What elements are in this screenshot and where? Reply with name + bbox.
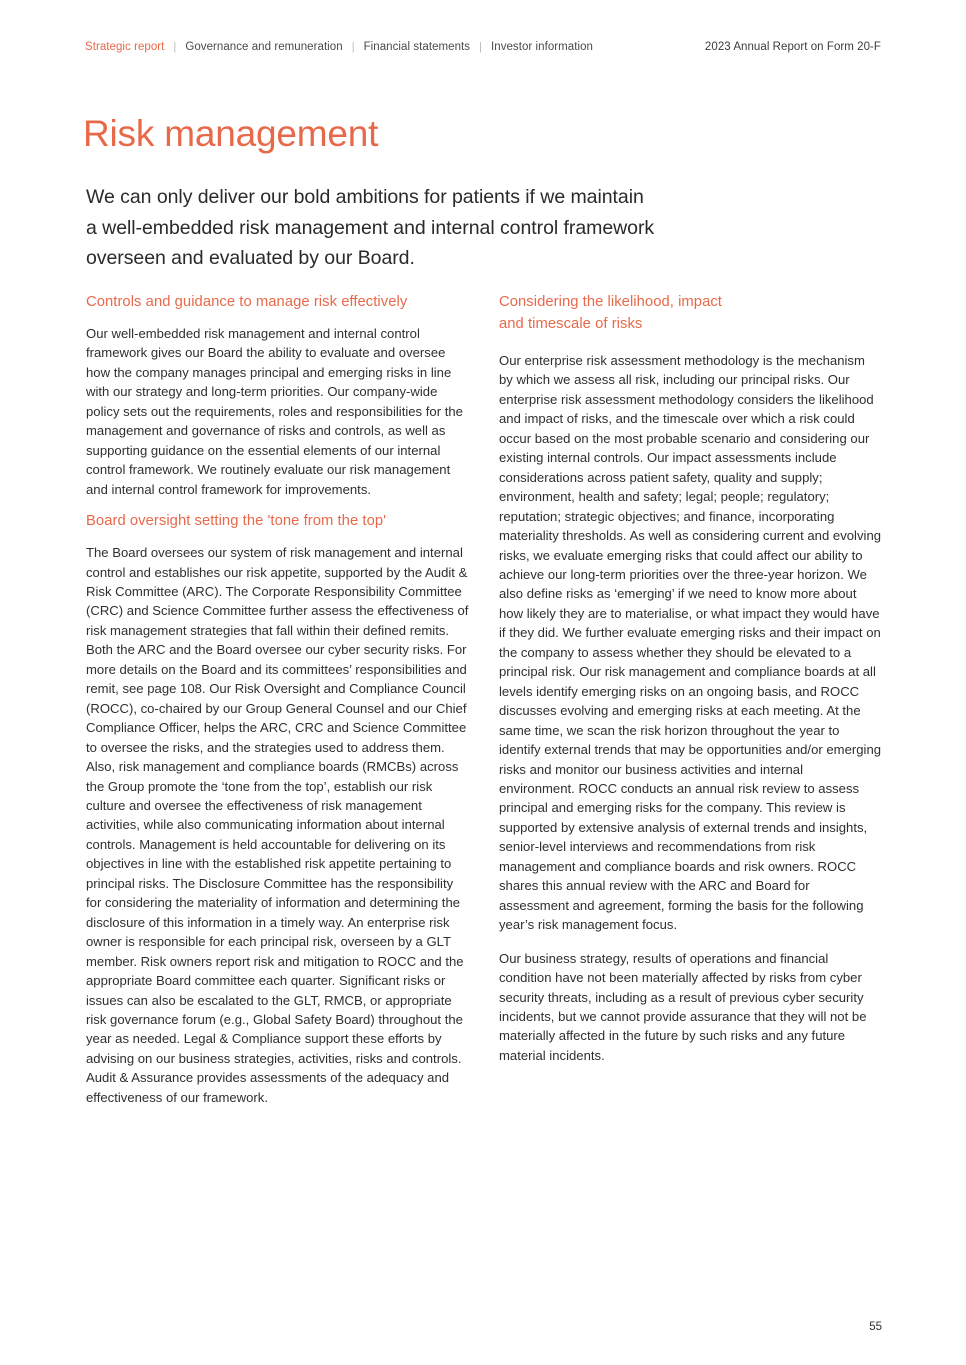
nav-separator: | xyxy=(173,41,177,53)
section-board-oversight xyxy=(86,511,469,1107)
section-heading-likelihood-impact-timescale xyxy=(499,292,882,335)
standfirst-line-1: We can only deliver our bold ambitions for patients if we maintain xyxy=(86,186,644,208)
standfirst-line-2: a well-embedded risk management and internal control framework xyxy=(86,216,655,239)
section-likelihood-impact-timescale xyxy=(499,292,882,1065)
section-heading-line-2: and timescale of risks xyxy=(499,315,643,332)
page-number: 55 xyxy=(869,1321,882,1333)
nav-item-financial-statements[interactable]: Financial statements xyxy=(363,41,471,53)
nav-item-governance-and-remuneration[interactable]: Governance and remuneration xyxy=(185,41,343,53)
section-heading-line-1: Considering the likelihood, impact xyxy=(499,294,722,310)
document-title: 2023 Annual Report on Form 20-F xyxy=(704,41,881,53)
paragraph: The Board oversees our system of risk management and internal control and establishes our risk appetite, supported by the Audit & Risk Committee (ARC). The Corporate Responsibility Committee (CRC) and Science Committee further assess the effectiveness of risk management strategies that fall within their defined remits. Both the ARC and the Board oversee our cyber security risks. For more details on the Board and its committees’ responsibilities and remit, see page 108. Our Risk Oversight and Compliance Council (ROCC), co-chaired by our Group General Counsel and our Chief Compliance Officer, helps the ARC, CRC and Science Committee to oversee the risks, and the strategies used to address them. Also, risk management and compliance boards (RMCBs) across the Group promote the ‘tone from the top’, establish our risk culture and oversee the effectiveness of risk management activities, while also communicating information about internal controls. Management is held accountable for delivering on its objectives in line with the established risk appetite pertaining to principal risks. The Disclosure Committee has the responsibility for considering the materiality of information and determining the disclosure of this information in a timely way. An enterprise risk owner is responsible for each principal risk, overseen by a GLT member. Risk owners report risk and mitigation to ROCC and the appropriate Board committee each quarter. Significant risks or issues can also be escalated to the GLT, RMCB, or appropriate risk governance forum (e.g., Global Safety Board) throughout the year as needed. Legal & Compliance support these efforts by advising on our business strategies, activities, risks and controls. Audit & Assurance provides assessments of the adequacy and effectiveness of our framework. xyxy=(86,545,469,1105)
left-column xyxy=(86,292,469,1107)
right-column xyxy=(499,292,882,1107)
section-nav xyxy=(85,41,593,53)
nav-item-investor-information[interactable]: Investor information xyxy=(491,41,593,53)
body-columns xyxy=(86,292,882,1107)
nav-separator: | xyxy=(351,41,355,53)
standfirst xyxy=(86,182,786,274)
section-heading-controls-and-guidance: Controls and guidance to manage risk effectively xyxy=(86,294,408,310)
running-header xyxy=(85,41,881,53)
paragraph: Our well-embedded risk management and internal control framework gives our Board the ability to evaluate and oversee how the company manages principal and emerging risks in line with our strategy and long-term priorities. Our company-wide policy sets out the requirements, roles and responsibilities for the management and governance of risks and controls, as well as supporting guidance on the essential elements of our internal control framework. We routinely evaluate our risk management and internal control framework for improvements. xyxy=(86,326,463,497)
paragraph: Our enterprise risk assessment methodology is the mechanism by which we assess all risk, including our principal risks. Our enterprise risk assessment methodology considers the likelihood and impact of risks, and the timescale over which a risk could occur based on the most probable scenario and considering our existing internal controls. Our impact assessments include considerations across patient safety, quality and supply; environment, health and safety; legal; people; regulatory; reputation; strategic objectives; and finance, incorporating materiality thresholds. As well as considering current and evolving risks, we evaluate emerging risks that could affect our ability to achieve our long-term priorities over the three-year horizon. We also define risks as ‘emerging’ if we need to know more about how likely they are to materialise, or what impact they would have if they did. We further evaluate emerging risks and their impact on the company to assess whether they should be elevated to a principal risk. Our risk management and compliance boards at all levels identify emerging risks on an ongoing basis, and ROCC discusses evolving and emerging risks at each meeting. At the same time, we scan the risk horizon throughout the year to identify external trends that may be opportunities and/or emerging risks and monitor our business activities and internal environment. ROCC conducts an annual risk review to assess principal and emerging risks for the company. This review is supported by extensive analysis of external trends and insights, senior-level interviews and recommendations from risk management and compliance boards and risk owners. ROCC shares this annual review with the ARC and Board for assessment and agreement, forming the basis for the following year’s risk management focus. xyxy=(499,353,882,933)
section-controls-and-guidance xyxy=(86,292,469,499)
standfirst-line-3: overseen and evaluated by our Board. xyxy=(86,247,415,269)
page-title: Risk management xyxy=(83,112,379,154)
nav-item-strategic-report[interactable]: Strategic report xyxy=(85,41,165,53)
paragraph: Our business strategy, results of operations and financial condition have not been materially affected by risks from cyber security threats, including as a result of previous cyber security incidents, but we cannot provide assurance that they will not be materially affected in the future by such risks and any future material incidents. xyxy=(499,950,867,1063)
section-heading-board-oversight: Board oversight setting the 'tone from the top' xyxy=(86,513,386,530)
nav-separator: | xyxy=(479,41,482,53)
